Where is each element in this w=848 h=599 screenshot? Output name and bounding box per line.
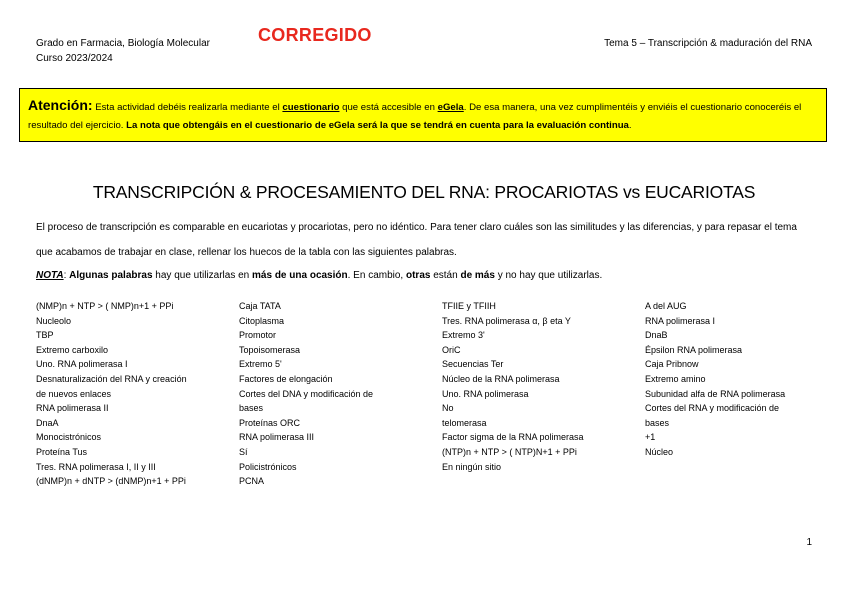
word-item: Extremo 5': [239, 359, 282, 370]
word-item: Factor sigma de la RNA polimerasa: [442, 432, 584, 443]
header-topic: Tema 5 – Transcripción & maduración del RNA: [604, 38, 812, 49]
word-item: Tres. RNA polimerasa I, II y III: [36, 461, 156, 472]
word-item: +1: [645, 432, 656, 443]
word-item: RNA polimerasa II: [36, 403, 109, 414]
egela-link[interactable]: eGela: [437, 102, 464, 113]
word-item: OriC: [442, 344, 461, 355]
header-degree: Grado en Farmacia, Biología Molecular: [36, 38, 210, 49]
nota-bold: Algunas palabras: [69, 270, 153, 281]
intro-paragraph: El proceso de transcripción es comparable en eucariotas y procariotas, pero no idéntico. Para tener claro cuáles son las similitudes y las diferencias, y para repasar el tema que acabamos de trabajar en clase, rellenar los huecos de la tabla con las siguientes palabras.: [36, 222, 797, 258]
word-item: Extremo carboxilo: [36, 344, 109, 355]
header-year: Curso 2023/2024: [36, 53, 113, 64]
word-item: Caja TATA: [239, 301, 281, 311]
word-item: En ningún sitio: [442, 461, 502, 472]
notice-text-3: . De esa manera, una vez cumplimentéis y enviéis el cuestionario conoceréis el resultado del ejercicio.: [28, 102, 802, 131]
notice-bold-text: La nota que obtengáis en el cuestionario de eGela será la que se tendrá en cuenta para la evaluación continua: [126, 120, 629, 131]
page-number: 1: [806, 537, 812, 548]
header-course-info: [36, 36, 210, 66]
word-item: Épsilon RNA polimerasa: [645, 344, 743, 355]
word-item: No: [442, 403, 454, 414]
word-item: Uno. RNA polimerasa I: [36, 359, 128, 370]
nota-text: :: [63, 270, 70, 281]
word-item: Nucleolo: [36, 315, 72, 326]
word-item: PCNA: [239, 476, 265, 487]
cuestionario-link[interactable]: cuestionario: [282, 102, 340, 113]
word-item: Sí: [239, 446, 248, 457]
word-item: Extremo 3': [442, 330, 485, 341]
word-item: bases: [239, 403, 264, 414]
word-column-1: [36, 299, 187, 489]
nota-bold: de más: [460, 270, 495, 281]
word-item: Secuencias Ter: [442, 359, 504, 370]
word-column-2: [239, 299, 373, 489]
word-item: A del AUG: [645, 301, 687, 311]
word-item: Caja Pribnow: [645, 359, 699, 370]
corrected-stamp: CORREGIDO: [258, 25, 372, 45]
word-item: Policistrónicos: [239, 461, 297, 472]
word-item: (dNMP)n + dNTP > (dNMP)n+1 + PPi: [36, 476, 186, 487]
word-item: TFIIE y TFIIH: [442, 301, 496, 311]
word-item: RNA polimerasa I: [645, 315, 716, 326]
word-item: Núcleo de la RNA polimerasa: [442, 373, 560, 384]
notice-text-4: .: [628, 120, 632, 131]
nota-bold: más de una ocasión: [252, 270, 348, 281]
nota-label: NOTA: [36, 270, 64, 281]
word-item: Cortes del RNA y modificación de: [645, 403, 780, 414]
word-item: Proteína Tus: [36, 446, 88, 457]
word-item: RNA polimerasa III: [239, 432, 315, 443]
notice-text-1: Esta actividad debéis realizarla mediante el: [92, 102, 283, 113]
word-item: Factores de elongación: [239, 373, 333, 384]
word-item: Desnaturalización del RNA y creación: [36, 373, 187, 384]
word-item: telomerasa: [442, 417, 487, 428]
word-column-3: [442, 299, 584, 474]
word-item: Núcleo: [645, 446, 674, 457]
word-item: bases: [645, 417, 670, 428]
nota-text: están: [430, 270, 461, 281]
word-item: (NMP)n + NTP > ( NMP)n+1 + PPi: [36, 301, 174, 311]
word-item: Topoisomerasa: [239, 344, 301, 355]
nota-text: . En cambio,: [347, 270, 406, 281]
nota-bold: otras: [405, 270, 431, 281]
notice-text-2: que está accesible en: [339, 102, 438, 113]
page-title: TRANSCRIPCIÓN & PROCESAMIENTO DEL RNA: PROCARIOTAS vs EUCARIOTAS: [92, 182, 756, 202]
word-item: Citoplasma: [239, 315, 285, 326]
attention-notice: [19, 88, 827, 142]
word-item: Extremo amino: [645, 373, 706, 384]
word-item: Uno. RNA polimerasa: [442, 388, 529, 399]
word-item: Tres. RNA polimerasa α, β eta Y: [442, 315, 571, 326]
word-item: de nuevos enlaces: [36, 388, 112, 399]
word-item: TBP: [36, 330, 54, 341]
word-item: (NTP)n + NTP > ( NTP)N+1 + PPi: [442, 446, 577, 457]
nota-text: hay que utilizarlas en: [152, 270, 253, 281]
word-item: Cortes del DNA y modificación de: [239, 388, 374, 399]
word-item: Subunidad alfa de RNA polimerasa: [645, 388, 786, 399]
word-column-4: [645, 299, 785, 460]
word-item: DnaA: [36, 417, 59, 428]
word-item: Promotor: [239, 330, 277, 341]
notice-label: Atención:: [28, 97, 93, 113]
word-item: DnaB: [645, 330, 668, 341]
word-item: Monocistrónicos: [36, 432, 102, 443]
word-item: Proteínas ORC: [239, 417, 301, 428]
nota-paragraph: [36, 267, 816, 285]
nota-text: y no hay que utilizarlas.: [494, 270, 603, 281]
